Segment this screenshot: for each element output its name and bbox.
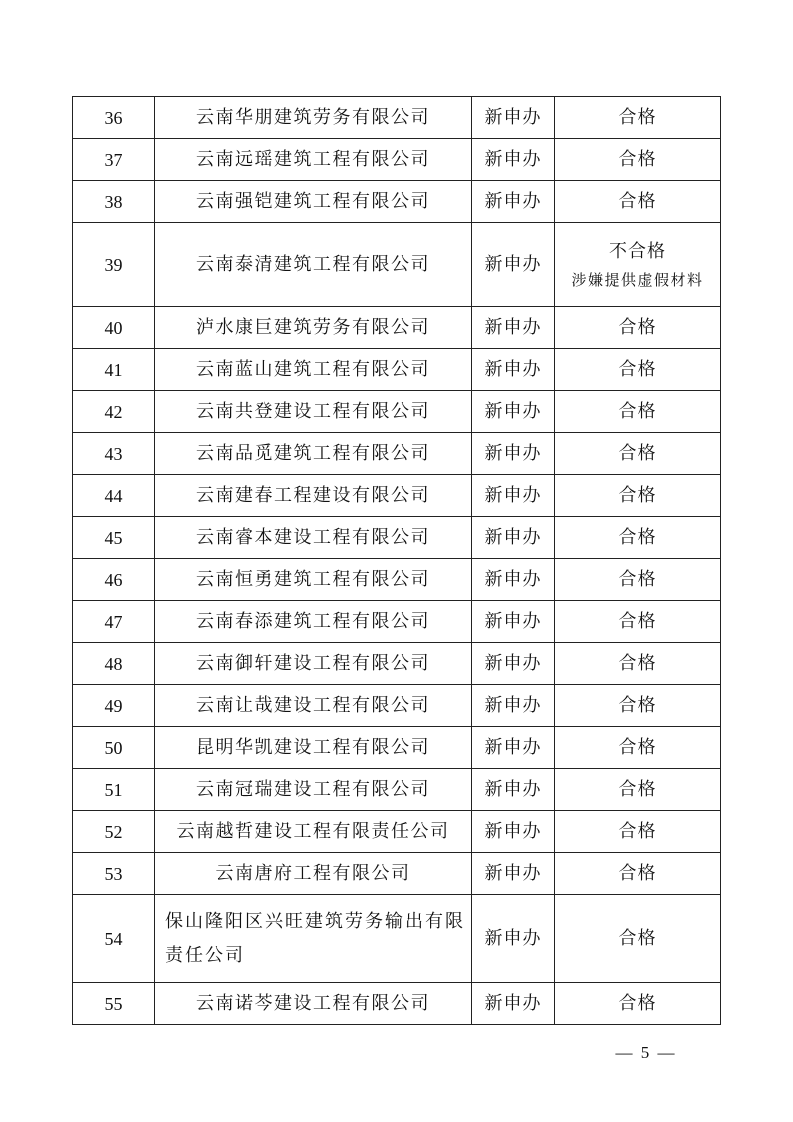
application-type: 新申办 <box>472 983 555 1025</box>
company-name: 云南共登建设工程有限公司 <box>155 391 472 433</box>
company-name: 云南远瑶建筑工程有限公司 <box>155 139 472 181</box>
review-result-cell <box>555 223 721 307</box>
review-result: 合格 <box>555 895 721 983</box>
review-result: 合格 <box>555 475 721 517</box>
table-row <box>73 181 721 223</box>
application-type: 新申办 <box>472 685 555 727</box>
application-type: 新申办 <box>472 97 555 139</box>
company-name: 云南御轩建设工程有限公司 <box>155 643 472 685</box>
review-result: 合格 <box>555 727 721 769</box>
row-number: 52 <box>73 811 155 853</box>
table-row <box>73 517 721 559</box>
row-number: 38 <box>73 181 155 223</box>
application-type: 新申办 <box>472 895 555 983</box>
company-name: 云南春添建筑工程有限公司 <box>155 601 472 643</box>
application-type: 新申办 <box>472 601 555 643</box>
company-name: 云南诺芩建设工程有限公司 <box>155 983 472 1025</box>
review-result: 合格 <box>555 559 721 601</box>
review-note: 涉嫌提供虚假材料 <box>571 270 704 289</box>
row-number: 51 <box>73 769 155 811</box>
row-number: 49 <box>73 685 155 727</box>
application-type: 新申办 <box>472 769 555 811</box>
application-type: 新申办 <box>472 433 555 475</box>
review-result: 合格 <box>555 97 721 139</box>
page-number: — 5 — <box>615 1043 677 1062</box>
table-row <box>73 433 721 475</box>
review-result: 合格 <box>555 517 721 559</box>
table-row <box>73 97 721 139</box>
application-type: 新申办 <box>472 811 555 853</box>
application-type: 新申办 <box>472 349 555 391</box>
review-result: 合格 <box>555 601 721 643</box>
review-result: 合格 <box>555 433 721 475</box>
row-number: 37 <box>73 139 155 181</box>
table-row <box>73 307 721 349</box>
table-row <box>73 139 721 181</box>
review-result: 合格 <box>555 307 721 349</box>
review-result: 合格 <box>555 853 721 895</box>
review-result: 合格 <box>555 983 721 1025</box>
company-name: 云南强铠建筑工程有限公司 <box>155 181 472 223</box>
row-number: 53 <box>73 853 155 895</box>
review-result: 合格 <box>555 391 721 433</box>
review-result: 合格 <box>555 139 721 181</box>
row-number: 42 <box>73 391 155 433</box>
application-type: 新申办 <box>472 223 555 307</box>
application-type: 新申办 <box>472 391 555 433</box>
company-name: 云南蓝山建筑工程有限公司 <box>155 349 472 391</box>
table-row <box>73 559 721 601</box>
row-number: 43 <box>73 433 155 475</box>
row-number: 36 <box>73 97 155 139</box>
application-type: 新申办 <box>472 559 555 601</box>
row-number: 40 <box>73 307 155 349</box>
table-row <box>73 391 721 433</box>
row-number: 48 <box>73 643 155 685</box>
review-result: 合格 <box>555 349 721 391</box>
review-result: 合格 <box>555 643 721 685</box>
row-number: 50 <box>73 727 155 769</box>
row-number: 45 <box>73 517 155 559</box>
table-row <box>73 853 721 895</box>
table-row <box>73 983 721 1025</box>
company-name: 云南让哉建设工程有限公司 <box>155 685 472 727</box>
row-number: 55 <box>73 983 155 1025</box>
table-row <box>73 223 721 307</box>
company-name: 云南建春工程建设有限公司 <box>155 475 472 517</box>
table-row <box>73 475 721 517</box>
row-number: 47 <box>73 601 155 643</box>
company-name: 云南唐府工程有限公司 <box>155 853 472 895</box>
company-name: 云南恒勇建筑工程有限公司 <box>155 559 472 601</box>
company-name: 云南冠瑞建设工程有限公司 <box>155 769 472 811</box>
company-name: 云南睿本建设工程有限公司 <box>155 517 472 559</box>
application-type: 新申办 <box>472 181 555 223</box>
application-type: 新申办 <box>472 643 555 685</box>
company-name: 昆明华凯建设工程有限公司 <box>155 727 472 769</box>
table-row <box>73 727 721 769</box>
qualification-results-table <box>72 96 721 1025</box>
company-name: 泸水康巨建筑劳务有限公司 <box>155 307 472 349</box>
review-result: 合格 <box>555 769 721 811</box>
company-name: 云南品觅建筑工程有限公司 <box>155 433 472 475</box>
application-type: 新申办 <box>472 139 555 181</box>
review-result: 合格 <box>555 685 721 727</box>
application-type: 新申办 <box>472 727 555 769</box>
row-number: 44 <box>73 475 155 517</box>
review-result: 合格 <box>555 811 721 853</box>
row-number: 54 <box>73 895 155 983</box>
application-type: 新申办 <box>472 853 555 895</box>
table-row <box>73 685 721 727</box>
review-result: 不合格 <box>609 240 666 262</box>
table-row <box>73 643 721 685</box>
table-row <box>73 769 721 811</box>
table-row <box>73 811 721 853</box>
row-number: 46 <box>73 559 155 601</box>
application-type: 新申办 <box>472 517 555 559</box>
company-name: 云南越哲建设工程有限责任公司 <box>155 811 472 853</box>
company-name: 保山隆阳区兴旺建筑劳务输出有限责任公司 <box>155 895 472 983</box>
row-number: 41 <box>73 349 155 391</box>
table-row <box>73 895 721 983</box>
application-type: 新申办 <box>472 307 555 349</box>
company-name: 云南泰清建筑工程有限公司 <box>155 223 472 307</box>
table-row <box>73 601 721 643</box>
review-result: 合格 <box>555 181 721 223</box>
application-type: 新申办 <box>472 475 555 517</box>
row-number: 39 <box>73 223 155 307</box>
company-name: 云南华朋建筑劳务有限公司 <box>155 97 472 139</box>
table-row <box>73 349 721 391</box>
